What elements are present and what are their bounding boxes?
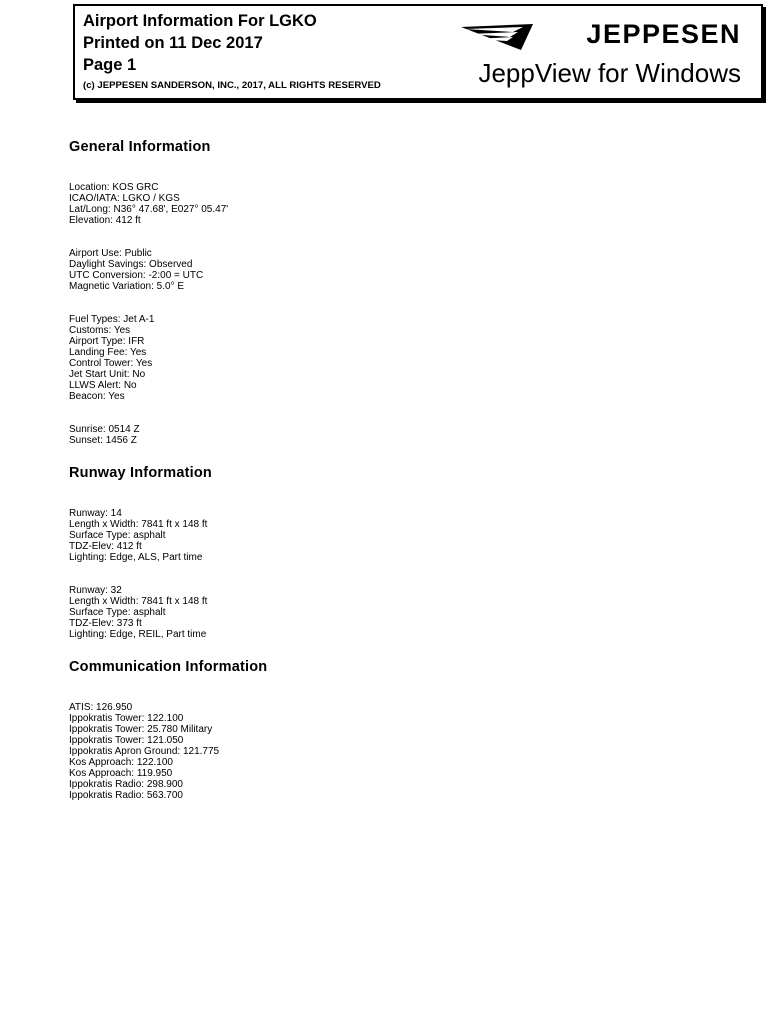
info-line: Surface Type: asphalt	[69, 607, 166, 618]
info-line: Beacon: Yes	[69, 391, 125, 402]
info-group	[69, 508, 729, 563]
info-line: ICAO/IATA: LGKO / KGS	[69, 193, 180, 204]
spacer	[69, 226, 729, 248]
info-line: Customs: Yes	[69, 325, 131, 336]
info-line: ATIS: 126.950	[69, 702, 133, 713]
section-title: Runway Information	[69, 465, 212, 481]
info-line: UTC Conversion: -2:00 = UTC	[69, 270, 204, 281]
info-line: Sunset: 1456 Z	[69, 435, 137, 446]
info-line: Ippokratis Tower: 122.100	[69, 713, 184, 724]
spacer	[69, 676, 729, 702]
document-title: Airport Information For LGKO	[83, 12, 317, 30]
info-line: Location: KOS GRC	[69, 182, 159, 193]
info-line: Ippokratis Radio: 563.700	[69, 790, 183, 801]
info-line: Length x Width: 7841 ft x 148 ft	[69, 596, 208, 607]
info-line: Jet Start Unit: No	[69, 369, 146, 380]
spacer	[69, 402, 729, 424]
info-line: Airport Use: Public	[69, 248, 152, 259]
info-group	[69, 702, 729, 801]
info-group	[69, 248, 729, 292]
info-line: Ippokratis Tower: 25.780 Military	[69, 724, 213, 735]
brand-wordmark: JEPPESEN	[586, 19, 741, 49]
info-line: Kos Approach: 119.950	[69, 768, 173, 779]
info-line: Ippokratis Radio: 298.900	[69, 779, 183, 790]
section-title: General Information	[69, 139, 211, 155]
info-line: TDZ-Elev: 412 ft	[69, 541, 142, 552]
printed-date: Printed on 11 Dec 2017	[83, 34, 263, 52]
info-line: Surface Type: asphalt	[69, 530, 166, 541]
spacer	[69, 292, 729, 314]
info-line: LLWS Alert: No	[69, 380, 137, 391]
section-title: Communication Information	[69, 659, 268, 675]
jeppesen-logo	[461, 19, 741, 52]
product-name: JeppView for Windows	[478, 58, 741, 88]
info-line: Magnetic Variation: 5.0° E	[69, 281, 184, 292]
spacer	[69, 446, 729, 464]
info-line: Runway: 32	[69, 585, 122, 596]
info-line: Landing Fee: Yes	[69, 347, 147, 358]
page-number: Page 1	[83, 56, 137, 74]
info-line: Length x Width: 7841 ft x 148 ft	[69, 519, 208, 530]
info-group	[69, 585, 729, 640]
info-line: Control Tower: Yes	[69, 358, 153, 369]
info-line: Daylight Savings: Observed	[69, 259, 193, 270]
info-line: Kos Approach: 122.100	[69, 757, 173, 768]
info-group	[69, 182, 729, 226]
info-line: Lighting: Edge, ALS, Part time	[69, 552, 203, 563]
info-group	[69, 424, 729, 446]
info-line: Lat/Long: N36° 47.68', E027° 05.47'	[69, 204, 229, 215]
airport-information-content	[69, 138, 729, 801]
spacer	[69, 563, 729, 585]
info-line: TDZ-Elev: 373 ft	[69, 618, 142, 629]
copyright-notice: (c) JEPPESEN SANDERSON, INC., 2017, ALL RIGHTS RESERVED	[83, 80, 381, 91]
swoosh-icon	[461, 24, 533, 50]
spacer	[69, 482, 729, 508]
info-line: Fuel Types: Jet A-1	[69, 314, 155, 325]
info-line: Ippokratis Apron Ground: 121.775	[69, 746, 220, 757]
info-line: Airport Type: IFR	[69, 336, 145, 347]
document-header	[73, 4, 763, 100]
info-line: Lighting: Edge, REIL, Part time	[69, 629, 207, 640]
info-line: Sunrise: 0514 Z	[69, 424, 140, 435]
spacer	[69, 156, 729, 182]
header-text-block	[83, 10, 381, 91]
spacer	[69, 640, 729, 658]
info-line: Ippokratis Tower: 121.050	[69, 735, 184, 746]
info-group	[69, 314, 729, 402]
info-line: Runway: 14	[69, 508, 122, 519]
info-line: Elevation: 412 ft	[69, 215, 141, 226]
